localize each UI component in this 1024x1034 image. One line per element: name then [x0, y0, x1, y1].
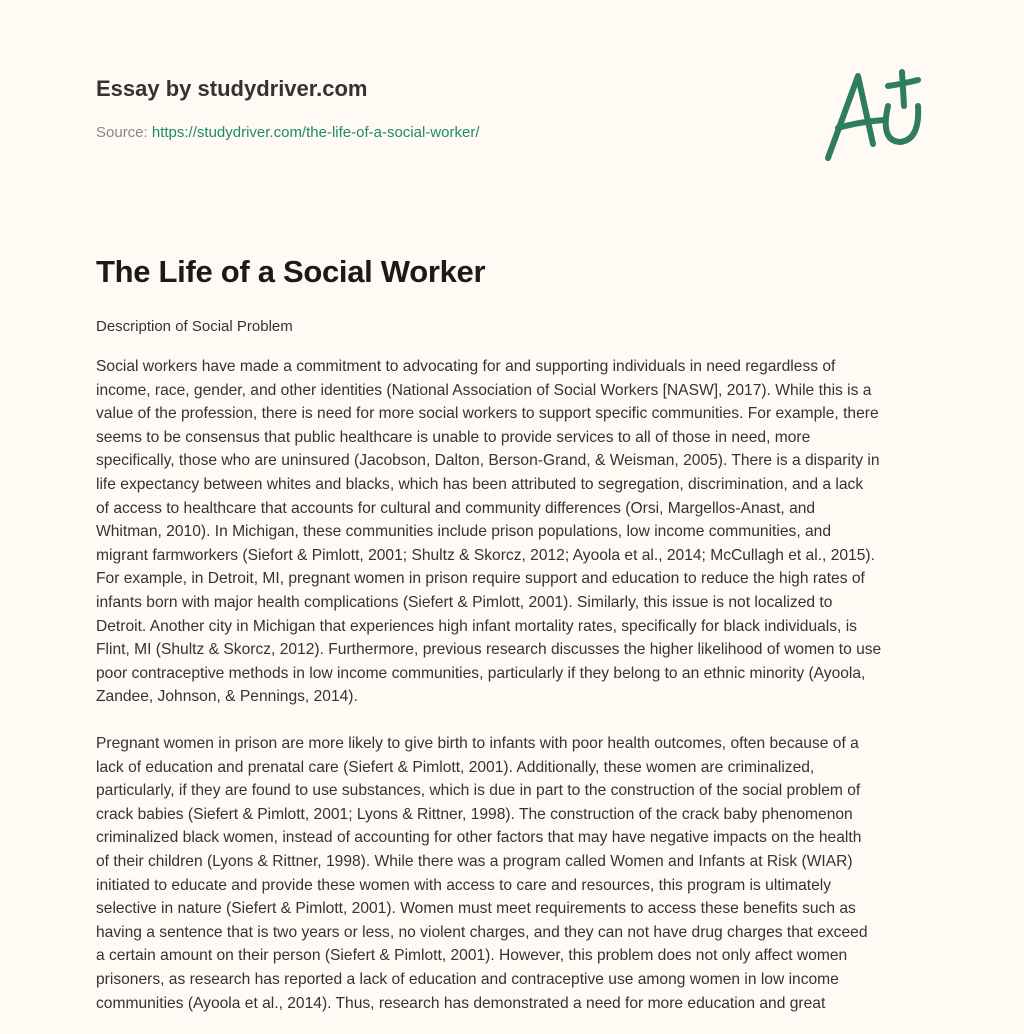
- paragraph-line: prisoners, as research has reported a lack of education and contraceptive use among women in low income: [96, 970, 839, 988]
- source-line: [96, 124, 479, 141]
- paragraph-line: initiated to educate and provide these women with access to care and resources, this program is ultimately: [96, 876, 832, 894]
- section-heading: Description of Social Problem: [96, 318, 293, 335]
- paragraph: [96, 355, 881, 709]
- paragraph-line: Flint, MI (Shultz & Skorcz, 2012). Furthermore, previous research discusses the higher likelihood of women to use: [96, 641, 882, 659]
- source-link[interactable]: https://studydriver.com/the-life-of-a-social-worker/: [151, 124, 480, 141]
- paragraph-line: Whitman, 2010). In Michigan, these communities include prison populations, low income communities, and: [96, 523, 832, 541]
- paragraph-line: specifically, those who are uninsured (Jacobson, Dalton, Berson-Grand, & Weisman, 2005). There is a disparity in: [96, 452, 880, 470]
- paragraph-line: crack babies (Siefert & Pimlott, 2001; Lyons & Rittner, 1998). The construction of the crack baby phenomenon: [96, 805, 853, 823]
- paragraph-line: a certain amount on their person (Siefert & Pimlott, 2001). However, this problem does not only affect women: [96, 947, 848, 965]
- paragraph-line: For example, in Detroit, MI, pregnant women in prison require support and education to reduce the high rates of: [96, 570, 865, 588]
- paragraph: [96, 732, 868, 1015]
- source-label: Source:: [96, 124, 148, 141]
- paragraph-line: particularly, if they are found to use substances, which is due in part to the construction of the social problem of: [96, 782, 861, 800]
- paragraph-line: selective in nature (Siefert & Pimlott, 2001). Women must meet requirements to access these benefits such as: [96, 900, 856, 918]
- paragraph-line: Zandee, Johnson, & Pennings, 2014).: [96, 688, 358, 706]
- paragraph-line: lack of education and prenatal care (Siefert & Pimlott, 2001). Additionally, these women are criminalized,: [96, 758, 815, 776]
- paragraph-line: communities (Ayoola et al., 2014). Thus, research has demonstrated a need for more education and great: [96, 994, 826, 1012]
- paragraph-line: Pregnant women in prison are more likely to give birth to infants with poor health outcomes, often because of a: [96, 735, 859, 752]
- paragraph-line: Detroit. Another city in Michigan that experiences high infant mortality rates, specifically for black individuals, is: [96, 617, 857, 635]
- paragraph-line: having a sentence that is two years or less, no violent charges, and they can not have drug charges that exceed: [96, 923, 868, 941]
- paragraph-line: of their children (Lyons & Rittner, 1998). While there was a program called Women and Infants at Risk (WIAR): [96, 852, 853, 870]
- paragraph-line: poor contraceptive methods in low income communities, particularly if they belong to an ethnic minority (Ayoola,: [96, 664, 866, 682]
- paragraph-line: income, race, gender, and other identities (National Association of Social Workers [NASW], 2017). While this is a: [96, 381, 872, 399]
- paragraph-line: Social workers have made a commitment to advocating for and supporting individuals in need regardless of: [96, 358, 836, 375]
- a-plus-grade-icon: [818, 66, 928, 166]
- paragraph-line: criminalized black women, instead of accounting for other factors that may have negative impacts on the health: [96, 829, 862, 847]
- paragraph-line: value of the profession, there is need for more social workers to support specific communities. For example, there: [96, 405, 879, 423]
- site-brand: Essay by studydriver.com: [96, 76, 368, 101]
- paragraph-line: life expectancy between whites and blacks, which has been attributed to segregation, discrimination, and a lack: [96, 475, 864, 493]
- paragraph-line: seems to be consensus that public healthcare is unable to provide services to all of those in need, more: [96, 428, 811, 446]
- paragraph-line: migrant farmworkers (Siefort & Pimlott, 2001; Shultz & Skorcz, 2012; Ayoola et al., 2014; McCullagh et al., 2015).: [96, 546, 875, 564]
- paragraph-line: of access to healthcare that accounts for cultural and community differences (Orsi, Margellos-Anast, and: [96, 499, 816, 517]
- article-title: The Life of a Social Worker: [96, 254, 486, 289]
- paragraph-line: infants born with major health complications (Siefert & Pimlott, 2001). Similarly, this issue is not localized to: [96, 593, 833, 611]
